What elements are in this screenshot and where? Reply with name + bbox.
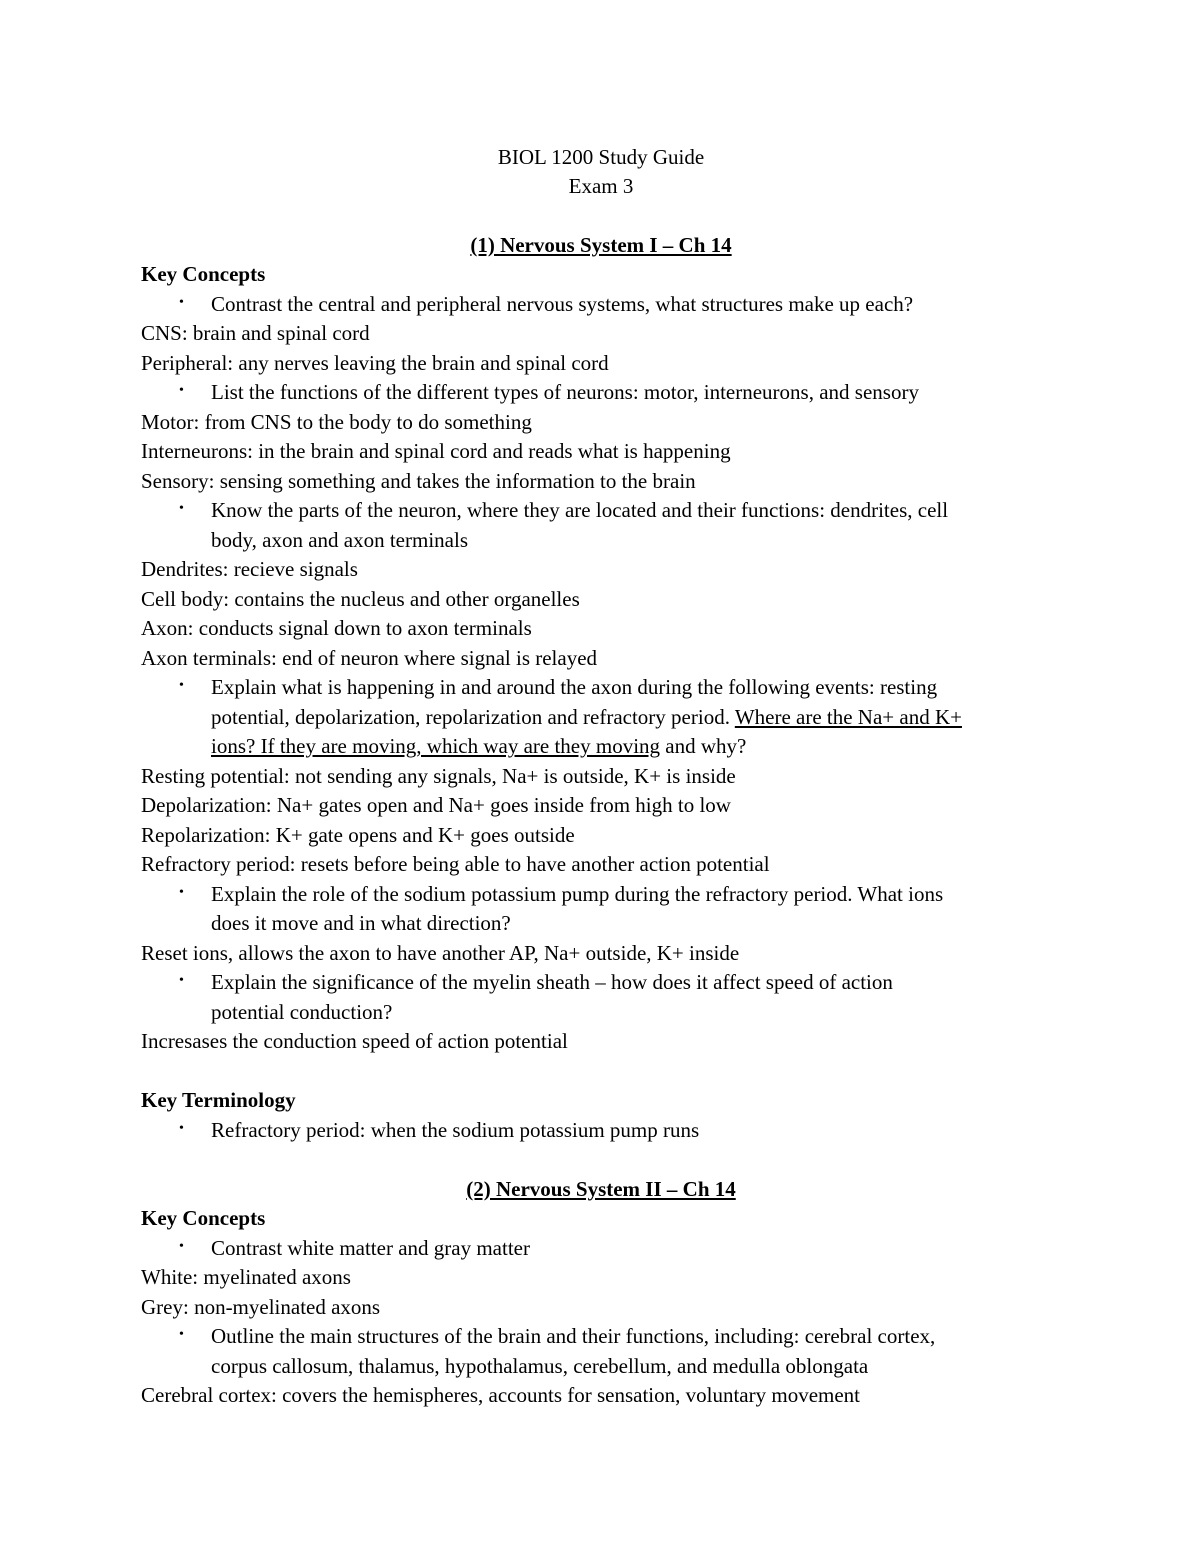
- bullet-item: [141, 378, 1061, 408]
- answer-line: Depolarization: Na+ gates open and Na+ goes inside from high to low: [141, 793, 731, 817]
- bullet-icon: •: [179, 501, 184, 516]
- section-1-key-terminology-label: Key Terminology: [141, 1088, 296, 1112]
- answer-line: Axon terminals: end of neuron where signal is relayed: [141, 645, 598, 670]
- bullet-text: Know the parts of the neuron, where they are located and their functions: dendrites, cell: [211, 498, 949, 522]
- answer-line: Cell body: contains the nucleus and other organelles: [141, 586, 580, 611]
- answer-line: Resting potential: not sending any signals, Na+ is outside, K+ is inside: [141, 763, 736, 788]
- bullet-icon: •: [179, 973, 184, 988]
- bullet-text: Explain the significance of the myelin sheath – how does it affect speed of action: [211, 970, 893, 994]
- answer-line: Cerebral cortex: covers the hemispheres, accounts for sensation, voluntary movement: [141, 1383, 861, 1407]
- bullet-text: Explain what is happening in and around the axon during the following events: resting: [211, 675, 938, 699]
- answer-line: Grey: non-myelinated axons: [141, 1294, 381, 1319]
- answer-line: Reset ions, allows the axon to have another AP, Na+ outside, K+ inside: [141, 940, 740, 965]
- bullet-text: Contrast white matter and gray matter: [211, 1235, 530, 1260]
- bullet-item: [141, 1322, 1061, 1381]
- bullet-text: List the functions of the different types of neurons: motor, interneurons, and sensory: [211, 380, 919, 404]
- bullet-item: [141, 673, 1061, 762]
- bullet-item: [141, 1234, 1061, 1264]
- section-2-key-concepts-label: Key Concepts: [141, 1206, 266, 1230]
- bullet-icon: •: [179, 1327, 184, 1342]
- spacer: [141, 1145, 1061, 1175]
- bullet-item: [141, 880, 1061, 939]
- answer-line: Peripheral: any nerves leaving the brain and spinal cord: [141, 350, 609, 375]
- document-subtitle: Exam 3: [568, 174, 634, 198]
- answer-line: Motor: from CNS to the body to do something: [141, 409, 532, 434]
- bullet-icon: •: [179, 294, 184, 310]
- answer-line: Refractory period: resets before being able to have another action potential: [141, 852, 770, 876]
- bullet-text-underlined: ions? If they are moving, which way are they moving: [211, 734, 661, 758]
- bullet-text: Explain the role of the sodium potassium pump during the refractory period. What ions: [211, 881, 944, 906]
- bullet-text: Outline the main structures of the brain and their functions, including: cerebral cortex,: [211, 1324, 936, 1348]
- bullet-text-plain: potential, depolarization, repolarization and refractory period.: [211, 704, 735, 729]
- answer-line: Repolarization: K+ gate opens and K+ goes outside: [141, 822, 575, 847]
- bullet-text-plain: and why?: [660, 734, 747, 758]
- section-2-heading: (2) Nervous System II – Ch 14: [466, 1176, 736, 1201]
- bullet-item: [141, 290, 1061, 320]
- answer-line: Incresases the conduction speed of action potential: [141, 1029, 568, 1053]
- document-page: [141, 143, 1061, 1411]
- answer-line: White: myelinated axons: [141, 1265, 351, 1289]
- bullet-icon: •: [179, 1120, 184, 1136]
- bullet-icon: •: [179, 1238, 184, 1254]
- bullet-icon: •: [179, 884, 184, 900]
- bullet-item: [141, 496, 1061, 555]
- bullet-text-continued: [211, 732, 1061, 762]
- bullet-text: Contrast the central and peripheral nervous systems, what structures make up each?: [211, 291, 914, 316]
- bullet-item: [141, 1116, 1061, 1146]
- section-1-key-concepts-label: Key Concepts: [141, 262, 266, 286]
- bullet-text-continued: body, axon and axon terminals: [211, 527, 468, 552]
- bullet-icon: •: [179, 383, 184, 398]
- document-title: BIOL 1200 Study Guide: [497, 145, 705, 169]
- spacer: [141, 1057, 1061, 1087]
- answer-line: Axon: conducts signal down to axon terminals: [141, 616, 532, 640]
- bullet-item: [141, 968, 1061, 1027]
- answer-line: Dendrites: recieve signals: [141, 557, 358, 581]
- bullet-text-continued: potential conduction?: [211, 999, 393, 1024]
- bullet-icon: •: [179, 678, 184, 693]
- bullet-text-continued: does it move and in what direction?: [211, 911, 511, 935]
- bullet-text-continued: [211, 703, 1061, 733]
- bullet-text: Refractory period: when the sodium potassium pump runs: [211, 1117, 700, 1142]
- bullet-text-underlined: Where are the Na+ and K+: [734, 704, 962, 729]
- answer-line: Sensory: sensing something and takes the information to the brain: [141, 468, 696, 493]
- spacer: [141, 201, 1061, 231]
- section-1-heading: (1) Nervous System I – Ch 14: [470, 232, 732, 257]
- bullet-text-continued: corpus callosum, thalamus, hypothalamus, cerebellum, and medulla oblongata: [211, 1353, 869, 1378]
- answer-line: Interneurons: in the brain and spinal cord and reads what is happening: [141, 439, 731, 463]
- answer-line: CNS: brain and spinal cord: [141, 321, 370, 345]
